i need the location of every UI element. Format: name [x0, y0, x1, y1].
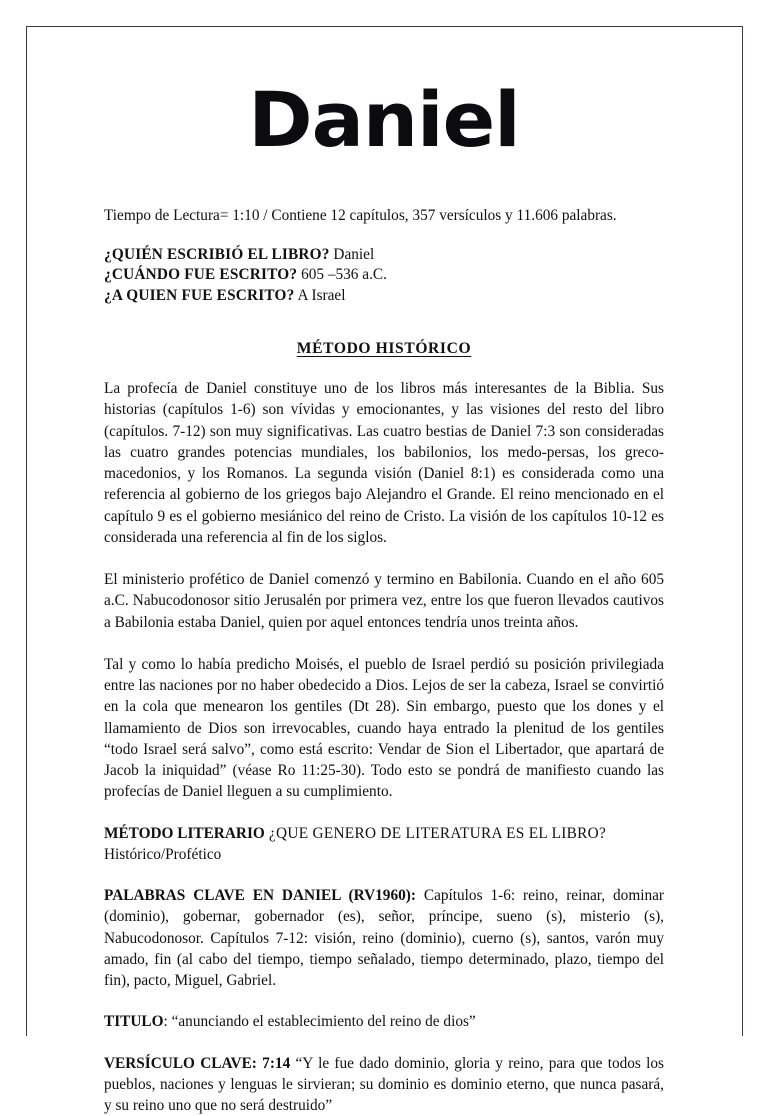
key-verse-block: [104, 1033, 664, 1116]
title-section-text: : “anunciando el establecimiento del reino de dios”: [163, 1013, 476, 1031]
title-section-block: [104, 991, 664, 1032]
key-words-text: Capítulos 1-6: reino, reinar, dominar (dominio), gobernar, gobernador (es), señor, príncipe, sueno (s), misterio (s), Nabucodonosor. Capítulos 7-12: visión, reino (dominio), cuerno (s), santos, varón muy amado, fin (al cabo del tiempo, tiempo señalado, tiempo determinado, plazo, tiempo del fin), pacto, Miguel, Gabriel.: [104, 887, 664, 990]
section-heading-historic-method: MÉTODO HISTÓRICO: [296, 340, 472, 358]
key-verse-label: VERSÍCULO CLAVE:: [104, 1054, 257, 1072]
literary-method-label: MÉTODO LITERARIO: [104, 824, 265, 842]
key-verse-reference: 7:14: [256, 1054, 291, 1072]
qa-question-date: ¿CUÁNDO FUE ESCRITO?: [104, 266, 298, 284]
page-title: Daniel: [248, 75, 520, 164]
historic-method-paragraph-1: La profecía de Daniel constituye uno de los libros más interesantes de la Biblia. Sus historias (capítulos 1-6) son vívidas y emocionantes, y las visiones del resto del libro (capítulos. 7-12) son muy significativas. Las cuatro bestias de Daniel 7:3 son consideradas las cuatro grandes potencias mundiales, los babilonios, los medo-persas, los greco-macedonios, y los Romanos. La segunda visión (Daniel 8:1) es considerada como una referencia al gobierno de los griegos bajo Alejandro el Grande. El reino mencionado en el capítulo 9 es el gobierno mesiánico del reino de Cristo. La visión de los capítulos 10-12 es considerada una referencia al fin de los siglos.: [104, 380, 664, 546]
literary-method-answer: Histórico/Profético: [104, 845, 222, 863]
reading-info: Tiempo de Lectura= 1:10 / Contiene 12 capítulos, 357 versículos y 11.606 palabras.: [104, 207, 617, 224]
qa-answer-date: 605 –536 a.C.: [297, 266, 387, 284]
qa-answer-audience: A Israel: [294, 286, 346, 304]
qa-answer-author: Daniel: [329, 246, 375, 264]
qa-row-author: [104, 245, 664, 265]
historic-method-paragraph-3: Tal y como lo había predicho Moisés, el pueblo de Israel perdió su posición privilegiada entre las naciones por no haber obedecido a Dios. Lejos de ser la cabeza, Israel se convirtió en la cola que menearon los gentiles (Dt 28). Sin embargo, puesto que los dones y el llamamiento de Dios son irrevocables, cuando haya entrado la plenitud de los gentiles “todo Israel será salvo”, como está escrito: Vendar de Sion el Libertador, que apartará de Jacob la iniquidad” (véase Ro 11:25-30). Todo esto se pondrá de manifiesto cuando las profecías de Daniel lleguen a su cumplimiento.: [104, 655, 664, 801]
literary-method-block: [104, 803, 664, 866]
key-words-block: [104, 865, 664, 991]
document-content: [104, 27, 664, 1116]
key-verse-text: “Y le fue dado dominio, gloria y reino, para que todos los pueblos, naciones y lenguas le sirvieran; su dominio es dominio eterno, que nunca pasará, y su reino uno que no será destruido”: [104, 1054, 664, 1115]
literary-method-question: ¿QUE GENERO DE LITERATURA ES EL LIBRO?: [264, 824, 607, 842]
authorship-qa-block: [104, 225, 664, 306]
document-page: [26, 26, 743, 1115]
qa-row-audience: [104, 286, 664, 306]
key-words-label: PALABRAS CLAVE EN DANIEL (RV1960):: [104, 887, 416, 905]
title-section-label: TITULO: [104, 1013, 164, 1031]
historic-method-paragraph-2: El ministerio profético de Daniel comenzó y termino en Babilonia. Cuando en el año 605 a.C. Nabucodonosor sitio Jerusalén por primera vez, entre los que fueron llevados cautivos a Babilonia estaba Daniel, quien por aquel entonces tendría unos treinta años.: [104, 571, 664, 631]
qa-row-date: [104, 265, 664, 285]
qa-question-audience: ¿A QUIEN FUE ESCRITO?: [104, 286, 295, 304]
qa-question-author: ¿QUIÉN ESCRIBIÓ EL LIBRO?: [104, 246, 330, 264]
